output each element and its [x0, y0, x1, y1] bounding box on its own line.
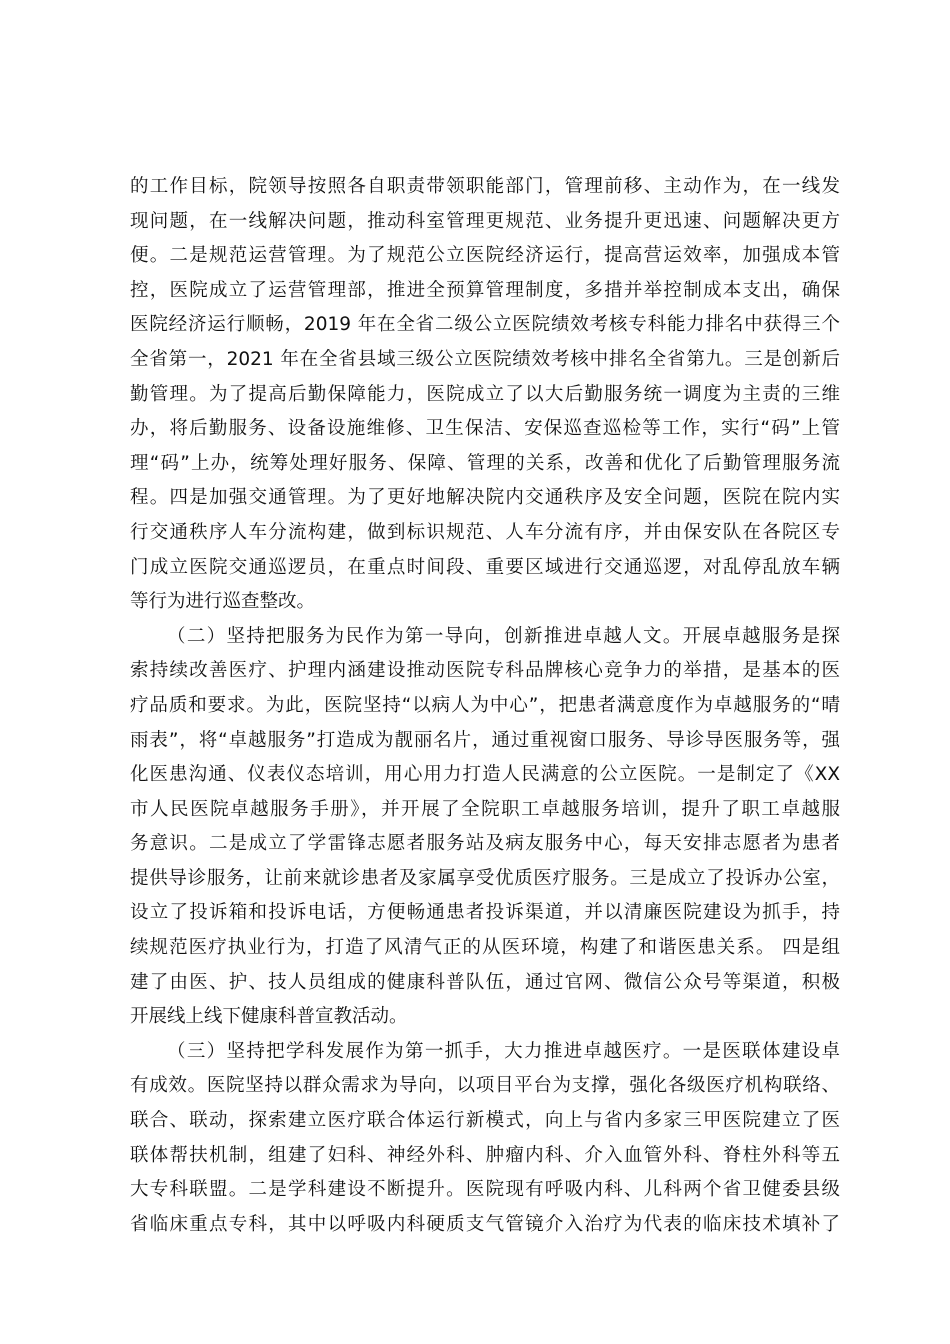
text-line: 等行为进行巡查整改。 — [130, 591, 316, 613]
text-line: 联合、联动，探索建立医疗联合体运行新模式，向上与省内多家三甲医院建立了医 — [130, 1110, 840, 1132]
text-line: 行交通秩序人车分流构建，做到标识规范、人车分流有序，并由保安队在各院区专 — [130, 521, 840, 543]
text-line: 控，医院成立了运营管理部，推进全预算管理制度，多措并举控制成本支出，确保 — [130, 279, 840, 301]
text-line: 有成效。医院坚持以群众需求为导向，以项目平台为支撑，强化各级医疗机构联络、 — [130, 1075, 840, 1097]
text-line: 理“码”上办，统筹处理好服务、保障、管理的关系，改善和优化了后勤管理服务流 — [130, 452, 840, 474]
text-line: 大专科联盟。二是学科建设不断提升。医院现有呼吸内科、儿科两个省卫健委县级 — [130, 1179, 840, 1201]
text-line: 疗品质和要求。为此，医院坚持“以病人为中心”，把患者满意度作为卓越服务的“晴 — [130, 694, 840, 716]
text-line: 的工作目标，院领导按照各自职责带领职能部门，管理前移、主动作为，在一线发 — [130, 176, 840, 197]
text-line: 务意识。二是成立了学雷锋志愿者服务站及病友服务中心，每天安排志愿者为患者 — [130, 833, 840, 855]
text-line: 医院经济运行顺畅，2019 年在全省二级公立医院绩效考核专科能力排名中获得三个 — [130, 314, 840, 336]
text-line: 便。二是规范运营管理。为了规范公立医院经济运行，提高营运效率，加强成本管 — [130, 245, 840, 267]
paragraph-heading-2: （二）坚持把服务为民作为第一导向，创新推进卓越人文。开展卓越服务是探 — [167, 625, 840, 647]
text-line: 门成立医院交通巡逻员，在重点时间段、重要区域进行交通巡逻，对乱停乱放车辆 — [130, 556, 840, 578]
text-line: 程。四是加强交通管理。为了更好地解决院内交通秩序及安全问题，医院在院内实 — [130, 487, 840, 509]
text-line: 勤管理。为了提高后勤保障能力，医院成立了以大后勤服务统一调度为主责的三维 — [130, 383, 840, 405]
text-line: 办，将后勤服务、设备设施维修、卫生保洁、安保巡查巡检等工作，实行“码”上管 — [130, 418, 840, 440]
text-line: 联体帮扶机制，组建了妇科、神经外科、肿瘤内科、介入血管外科、脊柱外科等五 — [130, 1144, 840, 1166]
text-line: 开展线上线下健康科普宣教活动。 — [130, 1006, 408, 1028]
text-line: 续规范医疗执业行为，打造了风清气正的从医环境，构建了和谐医患关系。 四是组 — [130, 937, 840, 959]
text-line: 化医患沟通、仪表仪态培训，用心用力打造人民满意的公立医院。一是制定了《XX — [130, 764, 840, 786]
text-line: 省临床重点专科，其中以呼吸内科硬质支气管镜介入治疗为代表的临床技术填补了 — [130, 1213, 840, 1235]
body-text — [130, 170, 840, 1242]
text-line: 索持续改善医疗、护理内涵建设推动医院专科品牌核心竞争力的举措，是基本的医 — [130, 660, 840, 682]
text-line: 市人民医院卓越服务手册》，并开展了全院职工卓越服务培训，提升了职工卓越服 — [130, 798, 840, 820]
text-line: 全省第一，2021 年在全省县域三级公立医院绩效考核中排名全省第九。三是创新后 — [130, 348, 840, 370]
text-line: 建了由医、护、技人员组成的健康科普队伍，通过官网、微信公众号等渠道，积极 — [130, 971, 840, 993]
text-line: 雨表”，将“卓越服务”打造成为靓丽名片，通过重视窗口服务、导诊导医服务等，强 — [130, 729, 840, 751]
text-line: 设立了投诉箱和投诉电话，方便畅通患者投诉渠道，并以清廉医院建设为抓手，持 — [130, 902, 840, 924]
text-line: 现问题，在一线解决问题，推动科室管理更规范、业务提升更迅速、问题解决更方 — [130, 210, 840, 232]
paragraph-heading-3: （三）坚持把学科发展作为第一抓手，大力推进卓越医疗。一是医联体建设卓 — [167, 1040, 840, 1062]
text-line: 提供导诊服务，让前来就诊患者及家属享受优质医疗服务。三是成立了投诉办公室， — [130, 867, 840, 889]
